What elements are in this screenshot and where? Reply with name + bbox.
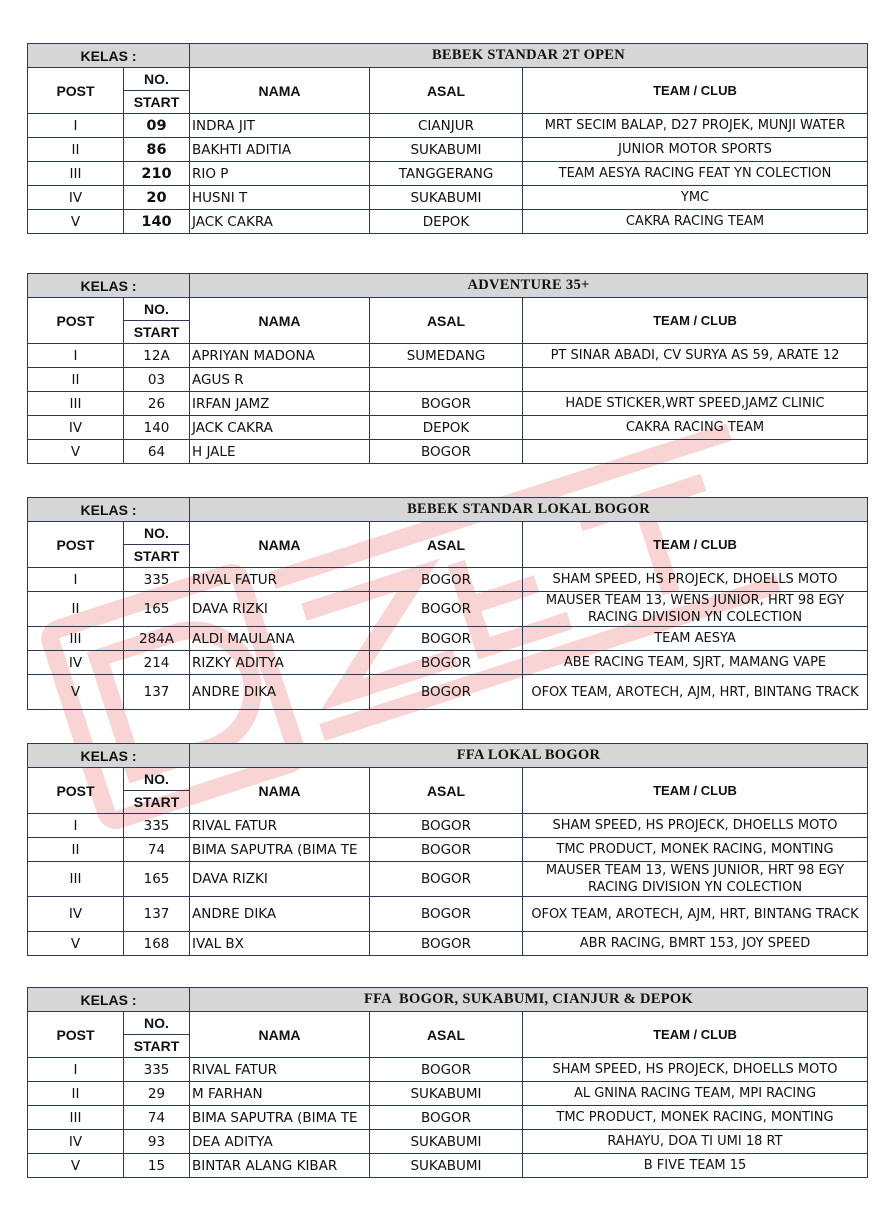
rider-name-cell: IRFAN JAMZ xyxy=(190,392,370,416)
post-cell: V xyxy=(28,932,124,956)
start-number-cell: 74 xyxy=(124,838,190,862)
origin-cell: TANGGERANG xyxy=(370,162,523,186)
team-cell: HADE STICKER,WRT SPEED,JAMZ CLINIC xyxy=(523,392,868,416)
col-header-post: POST xyxy=(28,768,124,814)
table-row xyxy=(28,392,868,416)
table-row xyxy=(28,627,868,651)
team-cell: CAKRA RACING TEAM xyxy=(523,416,868,440)
rider-name-cell: INDRA JIT xyxy=(190,114,370,138)
rider-name-cell: DAVA RIZKI xyxy=(190,862,370,897)
start-number-cell: 93 xyxy=(124,1130,190,1154)
post-cell: II xyxy=(28,368,124,392)
class-table-1 xyxy=(27,43,868,234)
table-row xyxy=(28,186,868,210)
origin-cell: SUKABUMI xyxy=(370,186,523,210)
team-cell: JUNIOR MOTOR SPORTS xyxy=(523,138,868,162)
start-number-cell: 214 xyxy=(124,651,190,675)
start-number-cell: 140 xyxy=(124,416,190,440)
rider-name-cell: RIVAL FATUR xyxy=(190,568,370,592)
col-header-start: START xyxy=(124,321,190,344)
post-cell: III xyxy=(28,162,124,186)
rider-name-cell: APRIYAN MADONA xyxy=(190,344,370,368)
table-row xyxy=(28,568,868,592)
rider-name-cell: JACK CAKRA xyxy=(190,210,370,234)
table-row xyxy=(28,114,868,138)
col-header-nama: NAMA xyxy=(190,68,370,114)
table-row xyxy=(28,651,868,675)
table-row xyxy=(28,675,868,710)
start-number-cell: 12A xyxy=(124,344,190,368)
rider-name-cell: BIMA SAPUTRA (BIMA TE xyxy=(190,1106,370,1130)
kelas-label: KELAS : xyxy=(28,498,190,522)
col-header-no: NO. xyxy=(124,1012,190,1035)
post-cell: IV xyxy=(28,1130,124,1154)
start-number-cell: 74 xyxy=(124,1106,190,1130)
col-header-start: START xyxy=(124,791,190,814)
origin-cell: DEPOK xyxy=(370,416,523,440)
col-header-no: NO. xyxy=(124,298,190,321)
start-number-cell: 09 xyxy=(124,114,190,138)
team-cell: PT SINAR ABADI, CV SURYA AS 59, ARATE 12 xyxy=(523,344,868,368)
start-number-cell: 137 xyxy=(124,897,190,932)
col-header-nama: NAMA xyxy=(190,522,370,568)
start-number-cell: 168 xyxy=(124,932,190,956)
origin-cell: BOGOR xyxy=(370,592,523,627)
table-row xyxy=(28,416,868,440)
table-row xyxy=(28,814,868,838)
rider-name-cell: RIVAL FATUR xyxy=(190,1058,370,1082)
class-table-3 xyxy=(27,497,868,710)
origin-cell: SUKABUMI xyxy=(370,1082,523,1106)
col-header-start: START xyxy=(124,91,190,114)
start-number-cell: 26 xyxy=(124,392,190,416)
origin-cell: BOGOR xyxy=(370,651,523,675)
origin-cell: BOGOR xyxy=(370,932,523,956)
team-cell: ABE RACING TEAM, SJRT, MAMANG VAPE xyxy=(523,651,868,675)
start-number-cell: 210 xyxy=(124,162,190,186)
rider-name-cell: BINTAR ALANG KIBAR xyxy=(190,1154,370,1178)
col-header-nama: NAMA xyxy=(190,298,370,344)
origin-cell xyxy=(370,368,523,392)
col-header-asal: ASAL xyxy=(370,522,523,568)
table-row xyxy=(28,1154,868,1178)
team-cell: SHAM SPEED, HS PROJECK, DHOELLS MOTO xyxy=(523,568,868,592)
kelas-label: KELAS : xyxy=(28,744,190,768)
post-cell: II xyxy=(28,838,124,862)
table-row xyxy=(28,592,868,627)
rider-name-cell: M FARHAN xyxy=(190,1082,370,1106)
origin-cell: BOGOR xyxy=(370,440,523,464)
rider-name-cell: RIZKY ADITYA xyxy=(190,651,370,675)
post-cell: V xyxy=(28,675,124,710)
start-number-cell: 137 xyxy=(124,675,190,710)
team-cell: TMC PRODUCT, MONEK RACING, MONTING xyxy=(523,1106,868,1130)
rider-name-cell: DAVA RIZKI xyxy=(190,592,370,627)
table-row xyxy=(28,1106,868,1130)
col-header-asal: ASAL xyxy=(370,298,523,344)
start-number-cell: 165 xyxy=(124,862,190,897)
post-cell: I xyxy=(28,344,124,368)
col-header-team: TEAM / CLUB xyxy=(523,1012,868,1058)
rider-name-cell: ANDRE DIKA xyxy=(190,897,370,932)
col-header-nama: NAMA xyxy=(190,768,370,814)
category-title: FFA LOKAL BOGOR xyxy=(190,744,868,768)
post-cell: V xyxy=(28,1154,124,1178)
col-header-post: POST xyxy=(28,1012,124,1058)
col-header-asal: ASAL xyxy=(370,1012,523,1058)
team-cell: SHAM SPEED, HS PROJECK, DHOELLS MOTO xyxy=(523,1058,868,1082)
start-number-cell: 165 xyxy=(124,592,190,627)
start-number-cell: 15 xyxy=(124,1154,190,1178)
team-cell: AL GNINA RACING TEAM, MPI RACING xyxy=(523,1082,868,1106)
team-cell: SHAM SPEED, HS PROJECK, DHOELLS MOTO xyxy=(523,814,868,838)
origin-cell: BOGOR xyxy=(370,1058,523,1082)
post-cell: I xyxy=(28,1058,124,1082)
rider-name-cell: RIVAL FATUR xyxy=(190,814,370,838)
table-row xyxy=(28,897,868,932)
origin-cell: SUKABUMI xyxy=(370,138,523,162)
team-cell: TEAM AESYA RACING FEAT YN COLECTION xyxy=(523,162,868,186)
post-cell: I xyxy=(28,114,124,138)
col-header-post: POST xyxy=(28,298,124,344)
col-header-post: POST xyxy=(28,68,124,114)
table-row xyxy=(28,162,868,186)
rider-name-cell: ANDRE DIKA xyxy=(190,675,370,710)
start-number-cell: 335 xyxy=(124,568,190,592)
team-cell: ABR RACING, BMRT 153, JOY SPEED xyxy=(523,932,868,956)
table-row xyxy=(28,210,868,234)
origin-cell: BOGOR xyxy=(370,838,523,862)
origin-cell: CIANJUR xyxy=(370,114,523,138)
table-row xyxy=(28,440,868,464)
origin-cell: SUKABUMI xyxy=(370,1154,523,1178)
col-header-start: START xyxy=(124,1035,190,1058)
origin-cell: BOGOR xyxy=(370,1106,523,1130)
team-cell: OFOX TEAM, AROTECH, AJM, HRT, BINTANG TRACK xyxy=(523,897,868,932)
team-cell: MRT SECIM BALAP, D27 PROJEK, MUNJI WATER xyxy=(523,114,868,138)
rider-name-cell: JACK CAKRA xyxy=(190,416,370,440)
rider-name-cell: DEA ADITYA xyxy=(190,1130,370,1154)
origin-cell: BOGOR xyxy=(370,568,523,592)
table-row xyxy=(28,138,868,162)
post-cell: III xyxy=(28,627,124,651)
rider-name-cell: HUSNI T xyxy=(190,186,370,210)
start-number-cell: 335 xyxy=(124,1058,190,1082)
table-row xyxy=(28,862,868,897)
origin-cell: BOGOR xyxy=(370,627,523,651)
category-title: FFA BOGOR, SUKABUMI, CIANJUR & DEPOK xyxy=(190,988,868,1012)
origin-cell: BOGOR xyxy=(370,897,523,932)
post-cell: V xyxy=(28,210,124,234)
origin-cell: SUKABUMI xyxy=(370,1130,523,1154)
post-cell: I xyxy=(28,568,124,592)
table-row xyxy=(28,344,868,368)
team-cell: YMC xyxy=(523,186,868,210)
start-number-cell: 86 xyxy=(124,138,190,162)
class-table-4 xyxy=(27,743,868,956)
start-number-cell: 64 xyxy=(124,440,190,464)
post-cell: I xyxy=(28,814,124,838)
col-header-team: TEAM / CLUB xyxy=(523,298,868,344)
origin-cell: BOGOR xyxy=(370,862,523,897)
start-number-cell: 335 xyxy=(124,814,190,838)
category-title: BEBEK STANDAR 2T OPEN xyxy=(190,44,868,68)
post-cell: III xyxy=(28,392,124,416)
team-cell: TEAM AESYA xyxy=(523,627,868,651)
start-number-cell: 140 xyxy=(124,210,190,234)
table-row xyxy=(28,1130,868,1154)
post-cell: IV xyxy=(28,416,124,440)
table-row xyxy=(28,932,868,956)
team-cell xyxy=(523,440,868,464)
start-number-cell: 284A xyxy=(124,627,190,651)
table-row xyxy=(28,368,868,392)
col-header-asal: ASAL xyxy=(370,768,523,814)
post-cell: V xyxy=(28,440,124,464)
post-cell: IV xyxy=(28,897,124,932)
post-cell: III xyxy=(28,1106,124,1130)
post-cell: IV xyxy=(28,651,124,675)
rider-name-cell: IVAL BX xyxy=(190,932,370,956)
rider-name-cell: AGUS R xyxy=(190,368,370,392)
post-cell: II xyxy=(28,592,124,627)
origin-cell: SUMEDANG xyxy=(370,344,523,368)
col-header-nama: NAMA xyxy=(190,1012,370,1058)
col-header-asal: ASAL xyxy=(370,68,523,114)
origin-cell: BOGOR xyxy=(370,392,523,416)
start-number-cell: 29 xyxy=(124,1082,190,1106)
team-cell: TMC PRODUCT, MONEK RACING, MONTING xyxy=(523,838,868,862)
rider-name-cell: BAKHTI ADITIA xyxy=(190,138,370,162)
kelas-label: KELAS : xyxy=(28,44,190,68)
category-title: BEBEK STANDAR LOKAL BOGOR xyxy=(190,498,868,522)
table-row xyxy=(28,1082,868,1106)
kelas-label: KELAS : xyxy=(28,274,190,298)
start-number-cell: 03 xyxy=(124,368,190,392)
col-header-post: POST xyxy=(28,522,124,568)
origin-cell: DEPOK xyxy=(370,210,523,234)
team-cell: CAKRA RACING TEAM xyxy=(523,210,868,234)
rider-name-cell: H JALE xyxy=(190,440,370,464)
kelas-label: KELAS : xyxy=(28,988,190,1012)
post-cell: III xyxy=(28,862,124,897)
team-cell: B FIVE TEAM 15 xyxy=(523,1154,868,1178)
team-cell: MAUSER TEAM 13, WENS JUNIOR, HRT 98 EGY RACING DIVISION YN COLECTION xyxy=(523,862,868,897)
category-title: ADVENTURE 35+ xyxy=(190,274,868,298)
rider-name-cell: BIMA SAPUTRA (BIMA TE xyxy=(190,838,370,862)
col-header-team: TEAM / CLUB xyxy=(523,522,868,568)
table-row xyxy=(28,838,868,862)
post-cell: II xyxy=(28,138,124,162)
col-header-no: NO. xyxy=(124,68,190,91)
col-header-team: TEAM / CLUB xyxy=(523,768,868,814)
table-row xyxy=(28,1058,868,1082)
col-header-no: NO. xyxy=(124,522,190,545)
team-cell xyxy=(523,368,868,392)
class-table-5 xyxy=(27,987,868,1178)
team-cell: OFOX TEAM, AROTECH, AJM, HRT, BINTANG TRACK xyxy=(523,675,868,710)
col-header-team: TEAM / CLUB xyxy=(523,68,868,114)
origin-cell: BOGOR xyxy=(370,814,523,838)
col-header-start: START xyxy=(124,545,190,568)
class-table-2 xyxy=(27,273,868,464)
team-cell: MAUSER TEAM 13, WENS JUNIOR, HRT 98 EGY RACING DIVISION YN COLECTION xyxy=(523,592,868,627)
post-cell: II xyxy=(28,1082,124,1106)
origin-cell: BOGOR xyxy=(370,675,523,710)
rider-name-cell: ALDI MAULANA xyxy=(190,627,370,651)
start-number-cell: 20 xyxy=(124,186,190,210)
team-cell: RAHAYU, DOA TI UMI 18 RT xyxy=(523,1130,868,1154)
rider-name-cell: RIO P xyxy=(190,162,370,186)
col-header-no: NO. xyxy=(124,768,190,791)
post-cell: IV xyxy=(28,186,124,210)
